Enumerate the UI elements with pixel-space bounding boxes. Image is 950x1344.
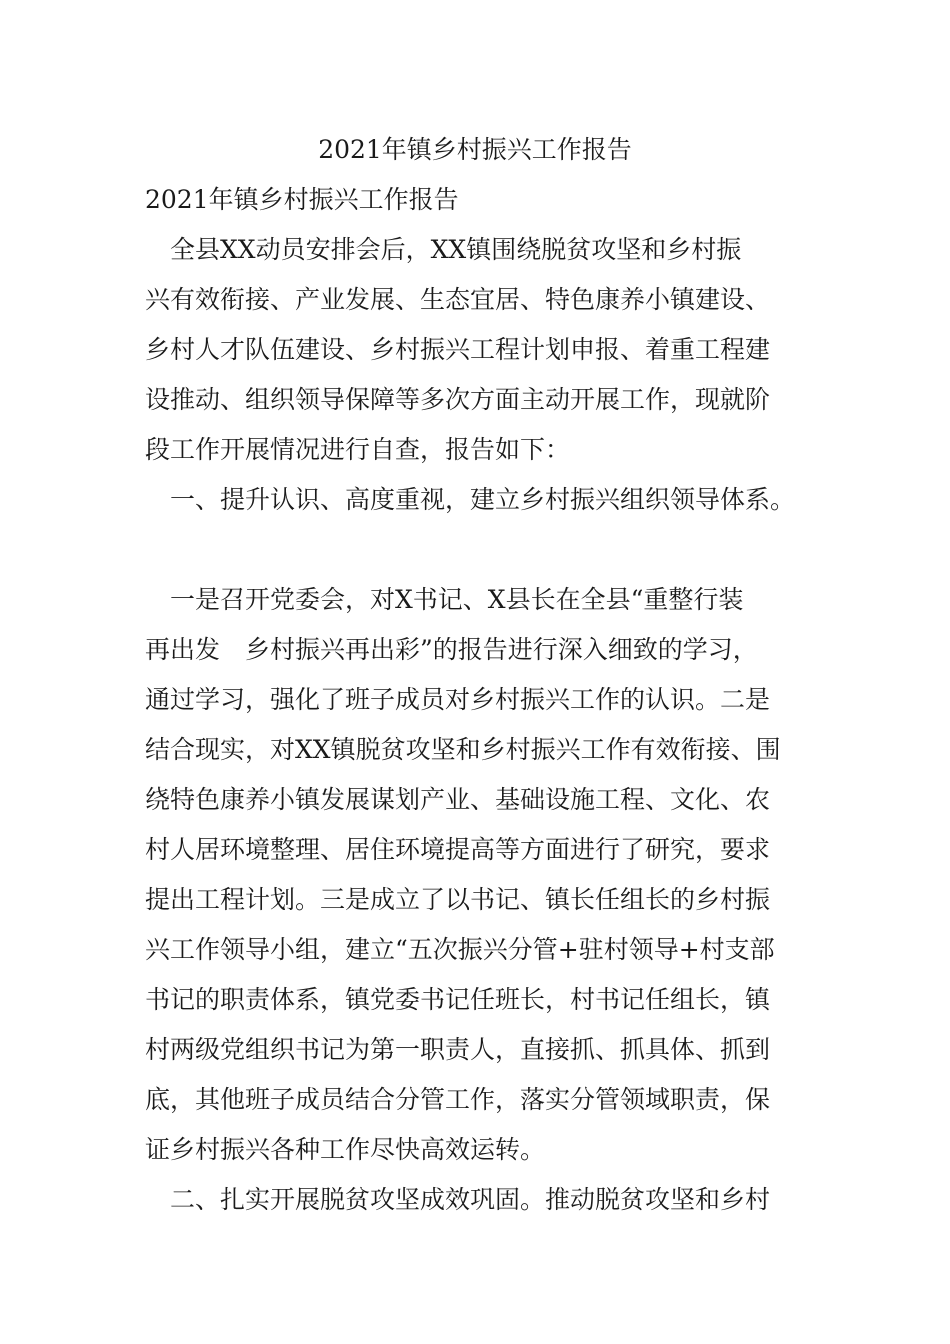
paragraph-2-line: 村人居环境整理、居住环境提高等方面进行了研究，要求 xyxy=(145,835,771,864)
paragraph-1-line: 兴有效衔接、产业发展、生态宜居、特色康养小镇建设、 xyxy=(145,285,771,314)
paragraph-2-line: 一是召开党委会，对X书记、X县长在全县“重整行装 xyxy=(145,585,744,614)
paragraph-1-line: 全县XX动员安排会后，XX镇围绕脱贫攻坚和乡村振 xyxy=(145,235,742,264)
paragraph-2-line: 书记的职责体系，镇党委书记任班长，村书记任组长，镇 xyxy=(145,985,771,1014)
paragraph-2-line: 兴工作领导小组，建立“五次振兴分管+驻村领导+村支部 xyxy=(145,935,775,964)
section-heading-2: 二、扎实开展脱贫攻坚成效巩固。推动脱贫攻坚和乡村 xyxy=(145,1185,771,1214)
paragraph-2-line: 底，其他班子成员结合分管工作，落实分管领域职责，保 xyxy=(145,1085,771,1114)
paragraph-2-line: 证乡村振兴各种工作尽快高效运转。 xyxy=(145,1135,546,1164)
paragraph-2-line: 通过学习，强化了班子成员对乡村振兴工作的认识。二是 xyxy=(145,685,771,714)
paragraph-2-line: 结合现实，对XX镇脱贫攻坚和乡村振兴工作有效衔接、围 xyxy=(145,735,781,764)
paragraph-1-line: 乡村人才队伍建设、乡村振兴工程计划申报、着重工程建 xyxy=(145,335,771,364)
paragraph-1-line: 段工作开展情况进行自查，报告如下： xyxy=(145,435,571,464)
paragraph-2-line: 再出发 乡村振兴再出彩”的报告进行深入细致的学习， xyxy=(145,635,758,664)
paragraph-1-line: 设推动、组织领导保障等多次方面主动开展工作，现就阶 xyxy=(145,385,771,414)
paragraph-2-line: 提出工程计划。三是成立了以书记、镇长任组长的乡村振 xyxy=(145,885,771,914)
section-heading-1: 一、提升认识、高度重视，建立乡村振兴组织领导体系。 xyxy=(145,485,796,514)
document-subtitle: 2021年镇乡村振兴工作报告 xyxy=(145,185,459,214)
paragraph-2-line: 绕特色康养小镇发展谋划产业、基础设施工程、文化、农 xyxy=(145,785,771,814)
paragraph-2-line: 村两级党组织书记为第一职责人，直接抓、抓具体、抓到 xyxy=(145,1035,771,1064)
document-title: 2021年镇乡村振兴工作报告 xyxy=(318,135,632,164)
